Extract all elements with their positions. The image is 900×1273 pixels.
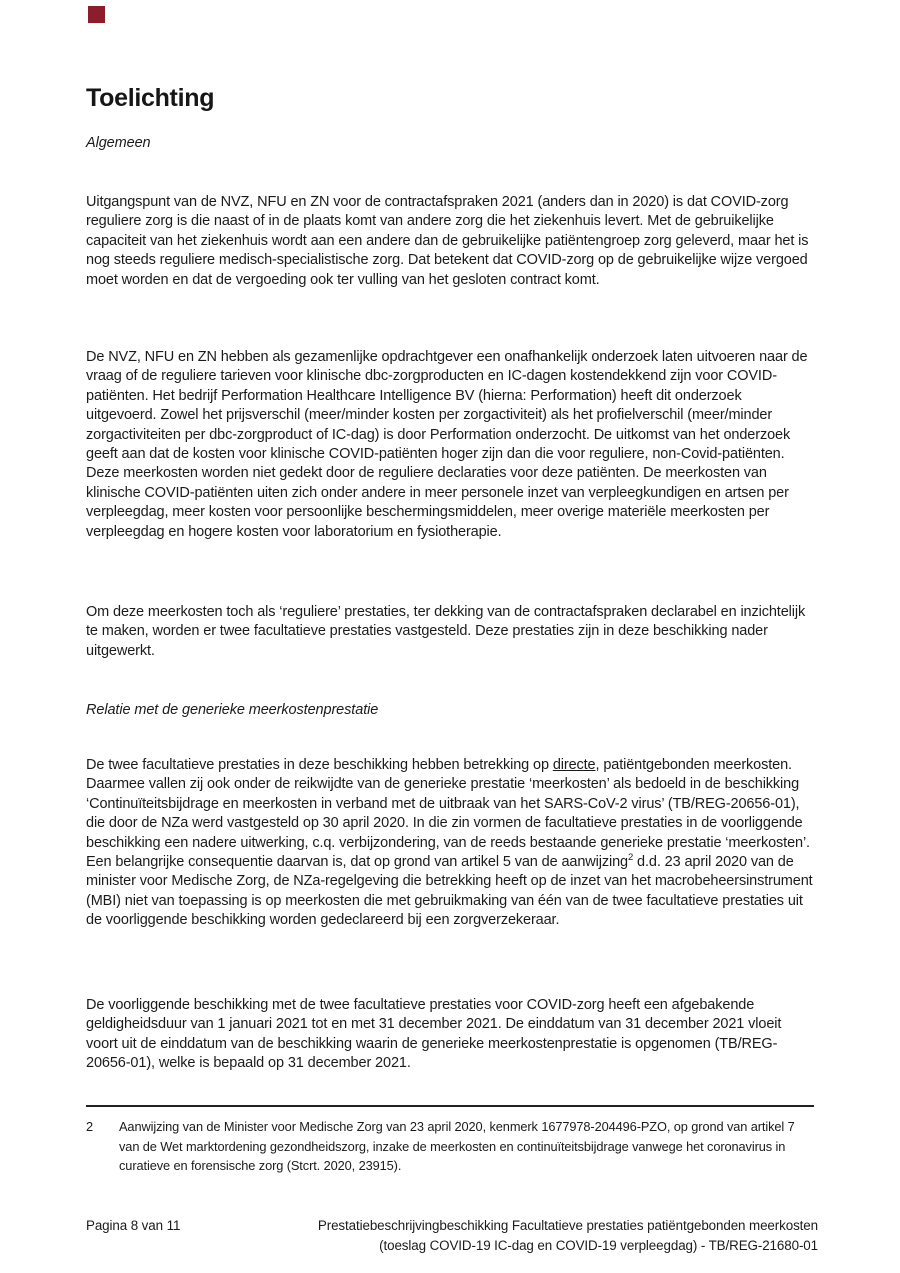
- nza-logo-mark: [88, 6, 105, 23]
- paragraph-facultatieve-prestaties: Om deze meerkosten toch als ‘reguliere’ prestaties, ter dekking van de contractafspraken declarabel en inzichtelijk te maken, worden er twee facultatieve prestaties vastgesteld. Deze prestaties zijn in deze beschikking nader uitgewerkt.: [86, 604, 806, 659]
- footer-document-title: [318, 1216, 818, 1256]
- footnote-separator-rule: [86, 1105, 814, 1107]
- footnote: [86, 1117, 814, 1176]
- paragraph-onderzoek: De NVZ, NFU en ZN hebben als gezamenlijke opdrachtgever een onafhankelijk onderzoek laten uitvoeren naar de vraag of de reguliere tarieven voor klinische dbc-zorgproducten en IC-dagen kostendekkend zijn voor COVID-patiënten. Het bedrijf Performation Healthcare Intelligence BV (hierna: Performation) heeft dit onderzoek uitgevoerd. Zowel het prijsverschil (meer/minder kosten per zorgactiviteit) als het profielverschil (meer/minder zorgactiviteiten per dbc-zorgproduct of IC-dag) is door Performation onderzocht. De uitkomst van het onderzoek geeft aan dat de kosten voor klinische COVID-patiënten hoger zijn dan die voor reguliere, non-Covid-patiënten. Deze meerkosten worden niet gedekt door de reguliere declaraties voor deze patiënten. De meerkosten van klinische COVID-patiënten uiten zich onder andere in meer personele inzet van verpleegkundigen en artsen per verpleegdag, meer kosten voor persoonlijke beschermingsmiddelen, meer overige materiële meerkosten per verpleegdag en hogere kosten voor laboratorium en fysiotherapie.: [86, 349, 808, 540]
- paragraph-text-segment: De twee facultatieve prestaties in deze beschikking hebben betrekking op: [86, 757, 553, 773]
- section-heading-algemeen: Algemeen: [86, 135, 151, 151]
- section-heading-relatie: Relatie met de generieke meerkostenprestatie: [86, 702, 379, 718]
- paragraph-text-segment: , patiëntgebonden meerkosten. Daarmee vallen zij ook onder de reikwijdte van de generieke prestatie ‘meerkosten’ als bedoeld in de beschikking ‘Continuïteitsbijdrage en meerkosten in verband met de uitbraak van het SARS-CoV-2 virus’ (TB/REG-20656-01), die door de NZa werd vastgesteld op 30 april 2020. In die zin vormen de facultatieve prestaties in de voorliggende beschikking een nadere uitwerking, c.q. verbijzondering, van de reeds bestaande generieke prestatie ‘meerkosten’. Een belangrijke consequentie daarvan is, dat op grond van artikel 5 van de aanwijzing: [86, 757, 810, 871]
- footer-page-indicator: Pagina 8 van 11: [86, 1218, 181, 1233]
- paragraph-uitgangspunt: Uitgangspunt van de NVZ, NFU en ZN voor de contractafspraken 2021 (anders dan in 2020) is dat COVID-zorg reguliere zorg is die naast of in de plaats komt van andere zorg die het ziekenhuis levert. Met de gebruikelijke capaciteit van het ziekenhuis wordt aan een andere dan de gebruikelijke patiëntengroep zorg geleverd, maar het is nog steeds reguliere medisch-specialistische zorg. Dat betekent dat COVID-zorg op de gebruikelijke wijze vergoed moet worden en dat de vergoeding ook ter vulling van het gesloten contract komt.: [86, 194, 809, 288]
- footnote-number: 2: [86, 1119, 94, 1134]
- footer-document-title-line2: (toeslag COVID-19 IC-dag en COVID-19 verpleegdag) - TB/REG-21680-01: [379, 1238, 818, 1253]
- footnote-text: Aanwijzing van de Minister voor Medische Zorg van 23 april 2020, kenmerk 1677978-204496-PZO, op grond van artikel 7 van de Wet marktordening gezondheidszorg, inzake de meerkosten en continuïteitsbijdrage vanwege het coronavirus in curatieve en forensische zorg (Stcrt. 2020, 23915).: [119, 1119, 795, 1173]
- paragraph-relatie-generieke-prestatie: [86, 756, 814, 931]
- paragraph-geldigheidsduur: De voorliggende beschikking met de twee facultatieve prestaties voor COVID-zorg heeft een afgebakende geldigheidsduur van 1 januari 2021 tot en met 31 december 2021. De einddatum van 31 december 2021 vloeit voort uit de einddatum van de beschikking waarin de generieke meerkostenprestatie is opgenomen (TB/REG-20656-01), welke is bepaald op 31 december 2021.: [86, 997, 782, 1072]
- page-title: Toelichting: [86, 84, 215, 112]
- paragraph-text-segment: d.d. 23 april 2020 van de minister voor Medische Zorg, de NZa-regelgeving die betrekking heeft op de inzet van het macrobeheersinstrument (MBI) niet van toepassing is op meerkosten die met gebruikmaking van één van de twee facultatieve prestaties uit de voorliggende beschikking worden gedeclareerd bij een zorgverzekeraar.: [86, 854, 813, 929]
- footnote-reference-2: 2: [627, 852, 634, 864]
- page-footer: [86, 1216, 818, 1256]
- underlined-word-directe: directe: [552, 757, 596, 773]
- footer-document-title-line1: Prestatiebeschrijvingbeschikking Facultatieve prestaties patiëntgebonden meerkosten: [317, 1218, 818, 1233]
